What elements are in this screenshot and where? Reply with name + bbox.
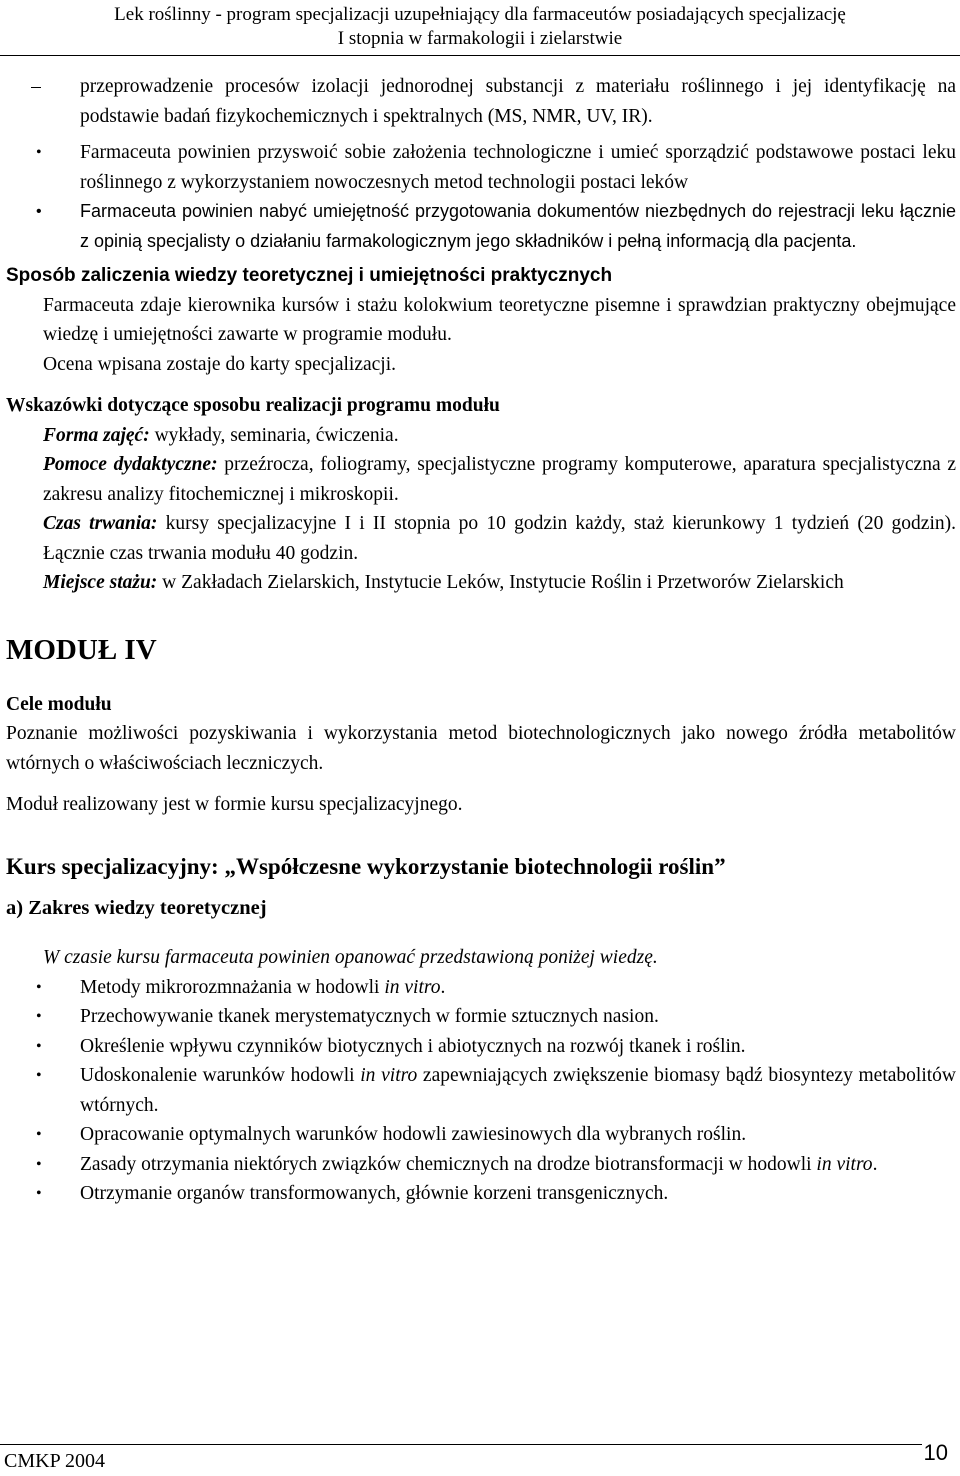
knowledge-item — [6, 1120, 956, 1150]
guideline-label: Miejsce stażu: — [43, 572, 158, 593]
page-number: 10 — [923, 1440, 948, 1465]
bullet-marker: • — [36, 1037, 42, 1055]
guidelines-heading: Wskazówki dotyczące sposobu realizacji programu modułu — [6, 395, 500, 416]
dash-item-text: przeprowadzenie procesów izolacji jednorodnej substancji z materiału roślinnego i jej identyfikację na podstawie badań fizykochemicznych i spektralnych (MS, NMR, UV, IR). — [80, 76, 956, 127]
guideline-miejsce — [6, 568, 956, 598]
guideline-label: Forma zajęć: — [43, 424, 150, 446]
guideline-value: wykłady, seminaria, ćwiczenia. — [149, 424, 399, 446]
bullet-list-item — [6, 138, 956, 197]
header-title-line2: I stopnia w farmakologii i zielarstwie — [337, 28, 623, 49]
knowledge-item — [6, 1061, 956, 1120]
bullet-item-text: Farmaceuta powinien nabyć umiejętność przygotowania dokumentów niezbędnych do rejestracji leku łącznie z opinią specjalisty o działaniu farmakologicznym jego składników i pełną informacją dla pacjenta. — [80, 201, 956, 251]
knowledge-item-text: Opracowanie optymalnych warunków hodowli zawiesinowych dla wybranych roślin. — [80, 1124, 747, 1145]
assessment-text: Farmaceuta zdaje kierownika kursów i stażu kolokwium teoretyczne pisemne i sprawdzian praktyczny obejmujące wiedzę i umiejętności zawarte w programie modułu. — [43, 294, 956, 345]
knowledge-item-text: Metody mikrorozmnażania w hodowli — [80, 976, 385, 998]
module-title: MODUŁ IV — [6, 633, 157, 666]
bullet-marker: • — [36, 1185, 42, 1202]
guideline-label: Pomoce dydaktyczne: — [43, 454, 218, 475]
assessment-heading: Sposób zaliczenia wiedzy teoretycznej i umiejętności praktycznych — [6, 265, 613, 286]
guideline-label: Czas trwania: — [43, 513, 158, 534]
knowledge-item — [6, 1179, 956, 1209]
bullet-marker: • — [36, 1067, 42, 1084]
knowledge-item-text-end: . — [872, 1153, 878, 1175]
guideline-value: w Zakładach Zielarskich, Instytucie Leków, Instytucie Roślin i Przetworów Zielarskich — [157, 572, 844, 593]
bullet-marker: • — [36, 144, 42, 161]
knowledge-item-text: Przechowywanie tkanek merystematycznych w formie sztucznych nasion. — [80, 1006, 659, 1027]
footer-publisher: CMKP 2004 — [4, 1450, 105, 1472]
knowledge-item-text: Określenie wpływu czynników biotycznych i abiotycznych na rozwój tkanek i roślin. — [80, 1035, 746, 1057]
knowledge-item-text-end: . — [440, 976, 446, 998]
knowledge-item-italic: in vitro — [384, 976, 441, 998]
page-content — [6, 72, 956, 1209]
knowledge-item-italic: in vitro — [816, 1153, 873, 1175]
assessment-grade-text: Ocena wpisana zostaje do karty specjalizacji. — [43, 353, 397, 375]
page-header — [0, 0, 960, 56]
guideline-czas — [6, 509, 956, 568]
footer-divider — [0, 1444, 922, 1445]
knowledge-item-text: Udoskonalenie warunków hodowli — [80, 1065, 361, 1086]
knowledge-item-text-end: zapewniających zwiększenie biomasy bądź biosyntezy metabolitów wtórnych. — [80, 1065, 956, 1116]
bullet-marker: • — [36, 203, 42, 220]
course-title: Kurs specjalizacyjny: „Współczesne wykorzystanie biotechnologii roślin” — [6, 853, 726, 879]
knowledge-item — [6, 1150, 956, 1180]
guideline-pomoce — [6, 450, 956, 509]
goals-text: Poznanie możliwości pozyskiwania i wykorzystania metod biotechnologicznych jako nowego źródła metabolitów wtórnych o właściwościach leczniczych. — [6, 723, 956, 774]
bullet-marker: • — [36, 1155, 42, 1173]
bullet-marker: • — [36, 1008, 42, 1025]
guideline-value: przeźrocza, foliogramy, specjalistyczne programy komputerowe, aparatura specjalistyczna z zakresu analizy fitochemicznej i mikroskopii. — [43, 454, 956, 505]
goals-heading: Cele modułu — [6, 693, 112, 715]
knowledge-intro: W czasie kursu farmaceuta powinien opanować przedstawioną poniżej wiedzę. — [43, 947, 658, 968]
header-title-line1: Lek roślinny - program specjalizacji uzupełniający dla farmaceutów posiadających specjalizację — [114, 4, 846, 25]
knowledge-item-italic: in vitro — [360, 1065, 418, 1086]
knowledge-item — [6, 1002, 956, 1032]
knowledge-item-text: Otrzymanie organów transformowanych, głównie korzeni transgenicznych. — [80, 1183, 669, 1204]
bullet-marker: • — [36, 1126, 42, 1143]
bullet-marker: • — [36, 978, 42, 996]
knowledge-item — [6, 973, 956, 1003]
knowledge-item — [6, 1032, 956, 1062]
knowledge-item-text: Zasady otrzymania niektórych związków chemicznych na drodze biotransformacji w hodowli — [80, 1153, 817, 1175]
module-form-text: Moduł realizowany jest w formie kursu specjalizacyjnego. — [6, 794, 463, 815]
guideline-value: kursy specjalizacyjne I i II stopnia po 10 godzin każdy, staż kierunkowy 1 tydzień (20 godzin). Łącznie czas trwania modułu 40 godzin. — [43, 513, 956, 564]
section-a-heading: a) Zakres wiedzy teoretycznej — [6, 896, 267, 919]
dash-list-item — [6, 72, 956, 131]
bullet-item-text: Farmaceuta powinien przyswoić sobie założenia technologiczne i umieć sporządzić podstawowe postaci leku roślinnego z wykorzystaniem nowoczesnych metod technologii postaci leków — [80, 142, 956, 193]
dash-marker: – — [31, 76, 41, 97]
guideline-forma — [6, 421, 956, 451]
bullet-list-item — [6, 197, 956, 256]
